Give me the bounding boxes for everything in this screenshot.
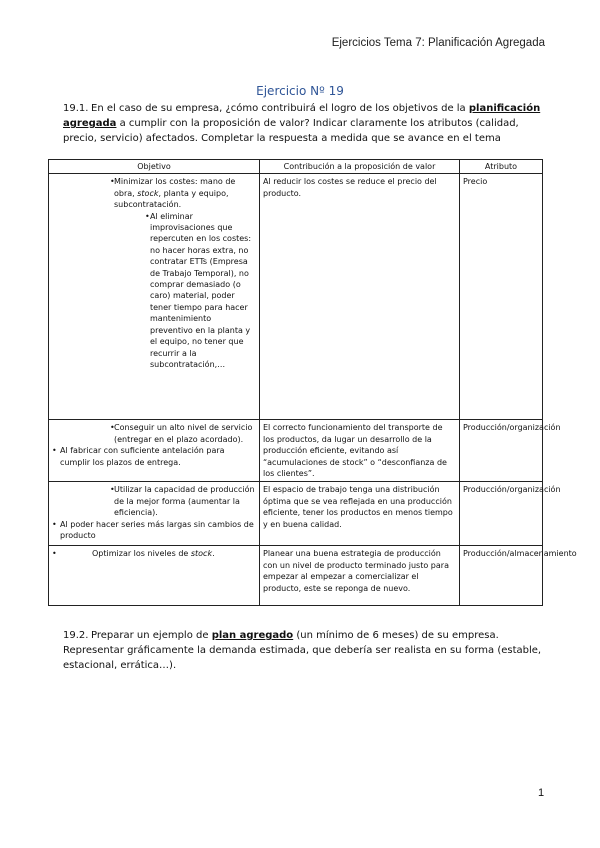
question-text-post: (un mínimo de 6 meses) de su empresa. Representar gráficamente la demanda estimada, que debería ser realista en su forma (estable, estacional, errática…). <box>63 630 542 671</box>
contribution-cell: El correcto funcionamiento del transporte de los productos, da lugar un desarrollo de la producción eficiente, evitando así “acumulaciones de stock” o “desconfianza de los clientes”. <box>260 420 460 482</box>
question-19-1 <box>63 101 543 146</box>
header-objetivo: Objetivo <box>49 160 260 174</box>
question-number: 19.2. <box>63 630 89 641</box>
table-header-row <box>49 160 543 174</box>
attribute-cell: Producción/almacenamiento <box>460 546 543 606</box>
objective-bullet: • Utilizar la capacidad de producción de la mejor forma (aumentar la eficiencia). <box>52 484 256 518</box>
attribute-cell: Precio <box>460 174 543 420</box>
objective-bullet: • Optimizar los niveles de stock. <box>52 548 256 559</box>
question-highlight: plan agregado <box>211 630 294 641</box>
page-number: 1 <box>538 787 545 799</box>
table-row <box>49 546 543 606</box>
objective-cell <box>49 420 260 482</box>
objective-bullet: • Conseguir un alto nivel de servicio (entregar en el plazo acordado). <box>52 422 256 445</box>
contribution-cell: El espacio de trabajo tenga una distribución óptima que se vea reflejada en una producción eficiente, tener los productos en menos tiempo y en buena calidad. <box>260 482 460 546</box>
attribute-cell: Producción/organización <box>460 420 543 482</box>
question-number: 19.1. <box>63 103 89 114</box>
objective-bullet: • Minimizar los costes: mano de obra, stock, planta y equipo, subcontratación. <box>52 176 256 210</box>
contribution-cell: Planear una buena estrategia de producción con un nivel de producto terminado justo para empezar al empezar a comercializar el producto, este se reponga de nuevo. <box>260 546 460 606</box>
objective-subbullet: • Al eliminar improvisaciones que repercuten en los costes: no hacer horas extra, no contratar ETTs (Empresa de Trabajo Temporal), no comprar demasiado (o caro) material, poder tener tiempo para hacer mantenimiento preventivo en la planta y el equipo, no tener que recurrir a la subcontratación,… <box>52 211 256 371</box>
objective-subbullet: • Al poder hacer series más largas sin cambios de producto <box>52 519 256 542</box>
table-row <box>49 420 543 482</box>
contribution-cell: Al reducir los costes se reduce el precio del producto. <box>260 174 460 420</box>
question-19-2 <box>63 628 543 673</box>
question-text-post: a cumplir con la proposición de valor? Indicar claramente los atributos (calidad, precio, servicio) afectados. Completar la respuesta a medida que se avance en el tema <box>63 118 519 144</box>
attribute-cell: Producción/organización <box>460 482 543 546</box>
header-atributo: Atributo <box>460 160 543 174</box>
table-row <box>49 174 543 420</box>
table-row <box>49 482 543 546</box>
objective-cell <box>49 174 260 420</box>
header-contribucion: Contribución a la proposición de valor <box>260 160 460 174</box>
objective-cell <box>49 482 260 546</box>
page-header: Ejercicios Tema 7: Planificación Agregada <box>331 37 545 49</box>
question-text-pre: Preparar un ejemplo de <box>91 630 212 641</box>
objective-cell <box>49 546 260 606</box>
objectives-table <box>48 159 577 606</box>
question-highlight: planificación agregada <box>63 103 541 129</box>
exercise-title: Ejercicio Nº 19 <box>256 84 344 98</box>
question-text-pre: En el caso de su empresa, ¿cómo contribuirá el logro de los objetivos de la <box>91 103 469 114</box>
objective-subbullet: • Al fabricar con suficiente antelación para cumplir los plazos de entrega. <box>52 445 256 468</box>
